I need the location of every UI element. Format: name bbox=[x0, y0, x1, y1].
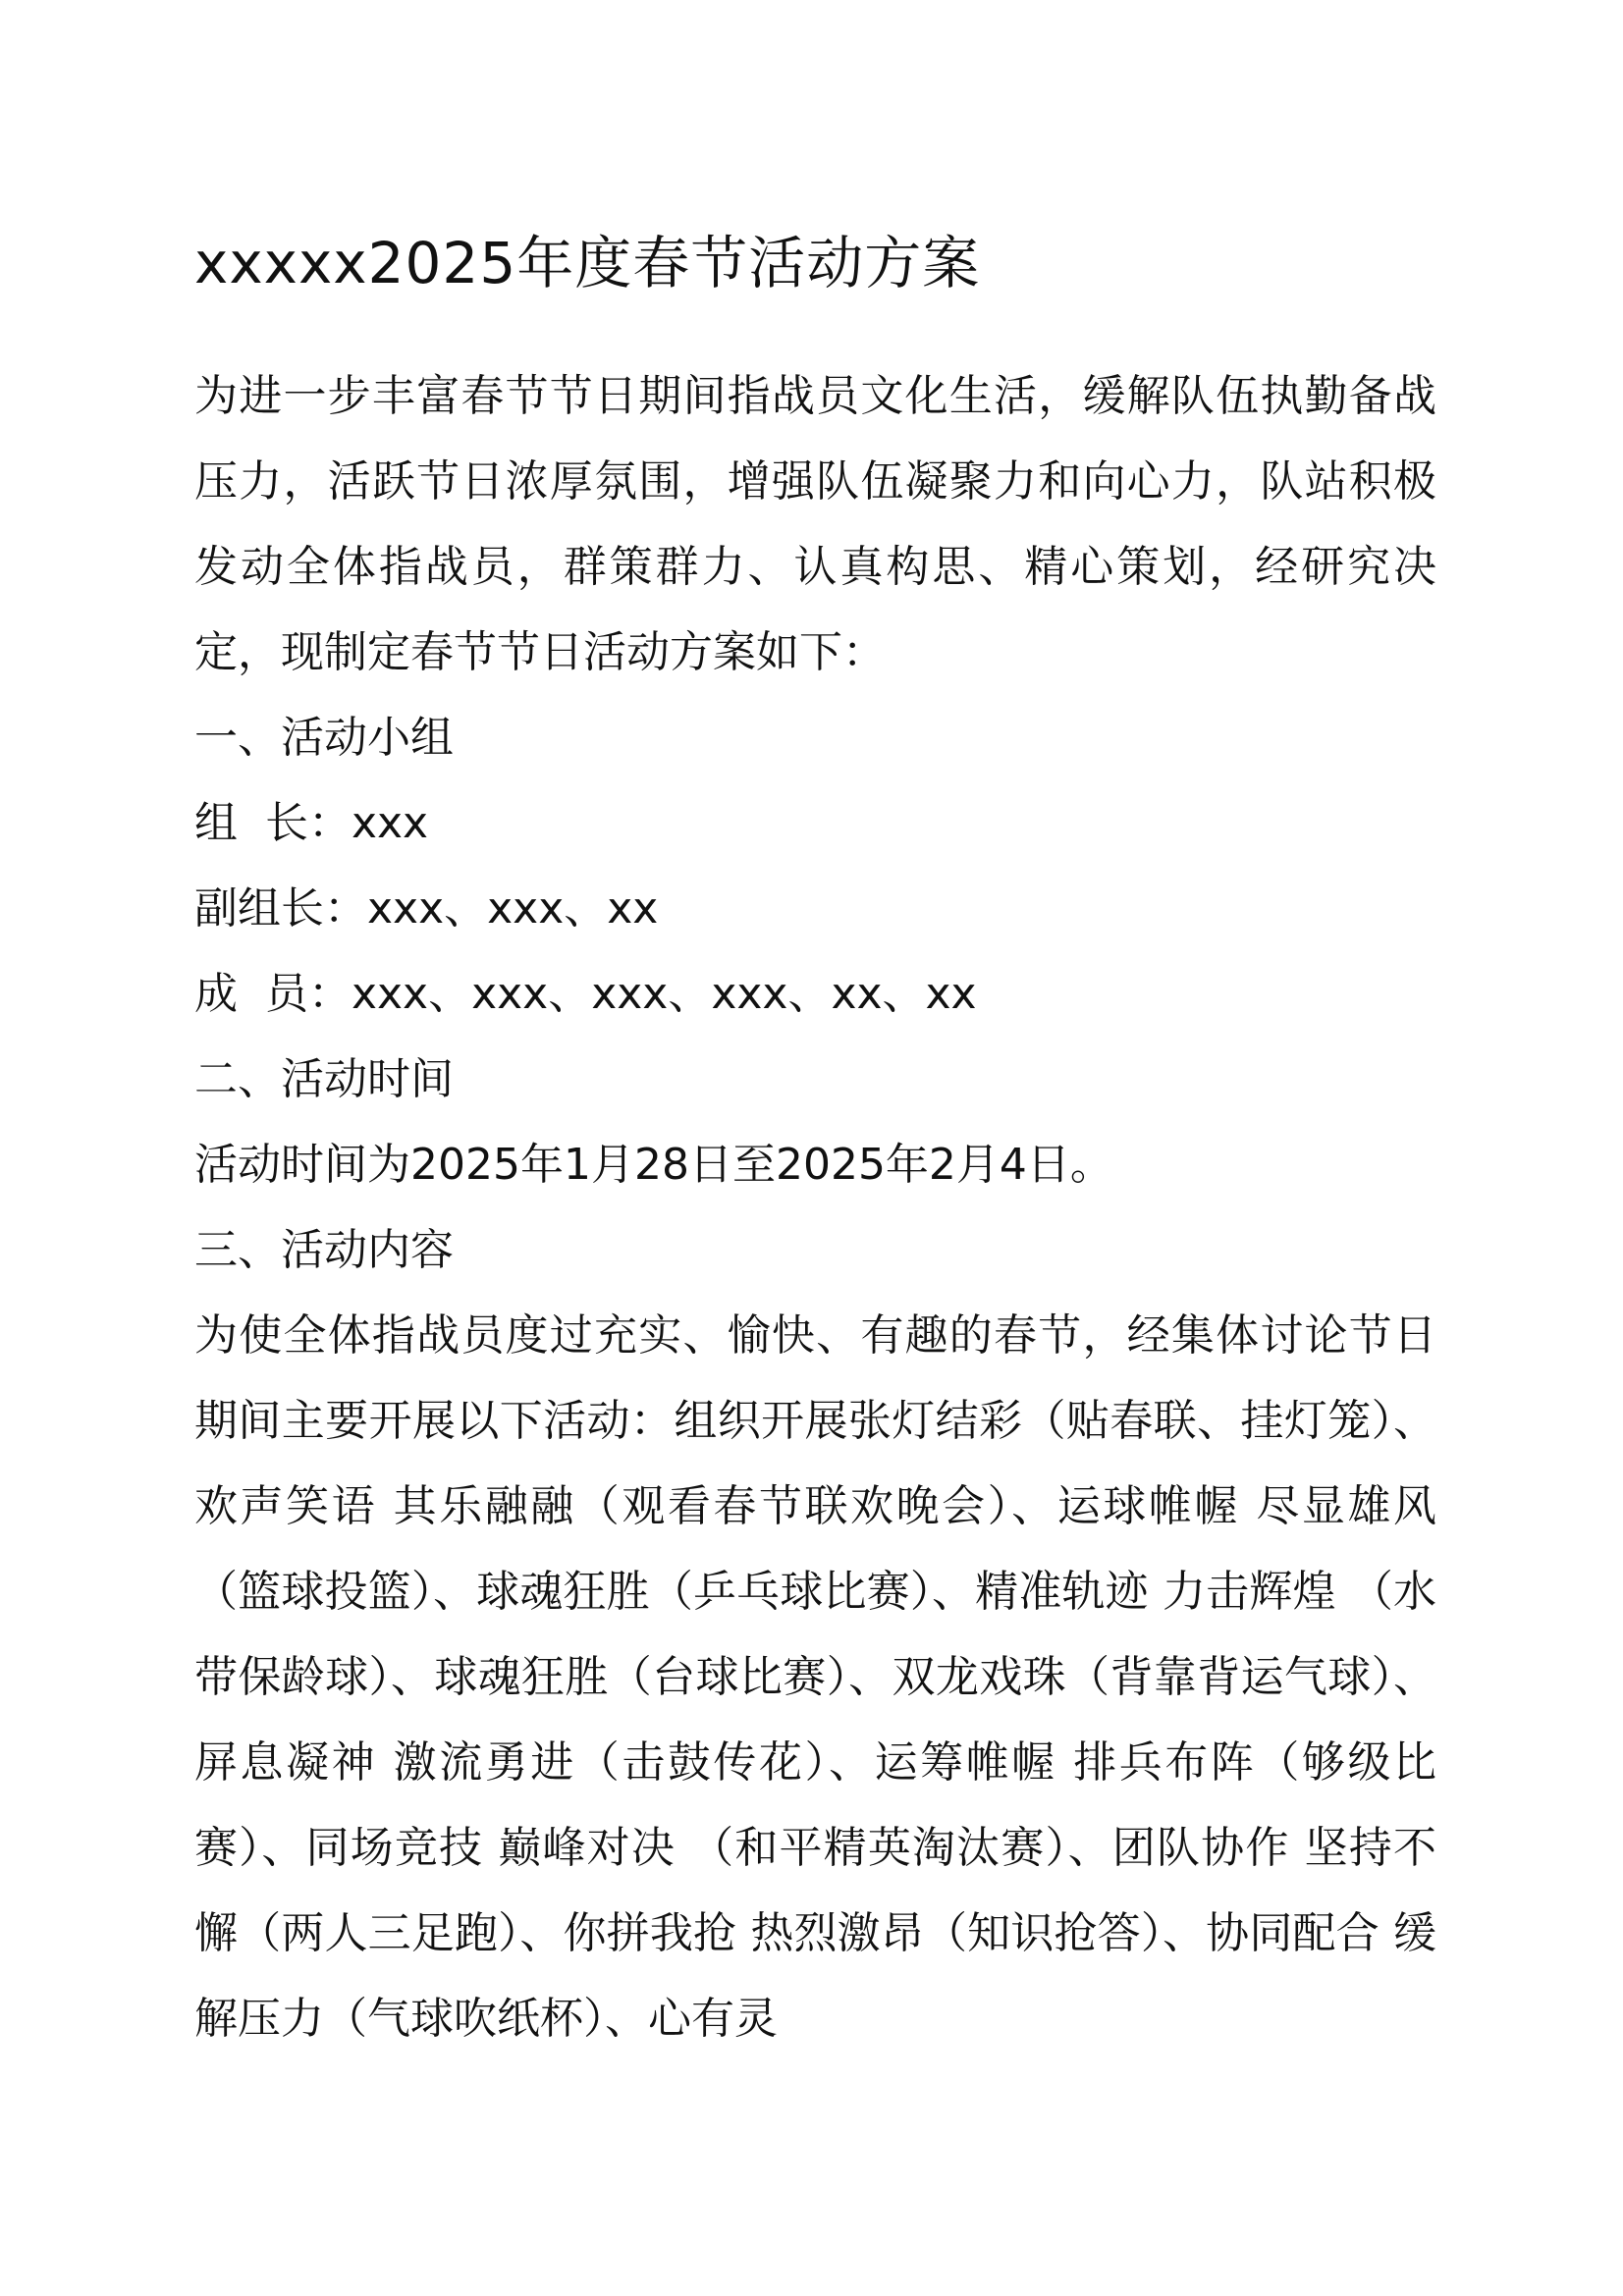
intro-paragraph: 为进一步丰富春节节日期间指战员文化生活，缓解队伍执勤备战压力，活跃节日浓厚氛围，增强队伍凝聚力和向心力，队站积极发动全体指战员，群策群力、认真构思、精心策划，经研究决定，现制定春节节日活动方案如下： bbox=[194, 371, 1436, 677]
document-title: xxxxx2025年度春节活动方案 bbox=[194, 230, 981, 296]
group-leader-line: 组 长：xxx bbox=[194, 798, 429, 848]
members-line: 成 员：xxx、xxx、xxx、xxx、xx、xx bbox=[194, 969, 977, 1019]
activity-time-text: 活动时间为2025年1月28日至2025年2月4日。 bbox=[194, 1140, 1113, 1190]
document-body bbox=[194, 214, 1436, 2061]
activity-content-paragraph: 为使全体指战员度过充实、愉快、有趣的春节，经集体讨论节日期间主要开展以下活动：组织开展张灯结彩（贴春联、挂灯笼）、欢声笑语 其乐融融（观看春节联欢晚会）、运球帷幄 尽显雄风（篮球投篮）、球魂狂胜（乒乓球比赛）、精准轨迹 力击辉煌 （水带保龄球）、球魂狂胜（台球比赛）、双龙戏珠（背靠背运气球）、屏息凝神 激流勇进（击鼓传花）、运筹帷幄 排兵布阵（够级比赛）、同场竞技 巅峰对决 （和平精英淘汰赛）、团队协作 坚持不懈（两人三足跑）、你拼我抢 热烈激昂（知识抢答）、协同配合 缓解压力（气球吹纸杯）、心有灵 bbox=[194, 1310, 1436, 2044]
section-heading-activity-group: 一、活动小组 bbox=[194, 713, 454, 763]
section-heading-activity-content: 三、活动内容 bbox=[194, 1225, 454, 1275]
deputy-leader-line: 副组长：xxx、xxx、xx bbox=[194, 883, 659, 934]
section-heading-activity-time: 二、活动时间 bbox=[194, 1054, 454, 1104]
